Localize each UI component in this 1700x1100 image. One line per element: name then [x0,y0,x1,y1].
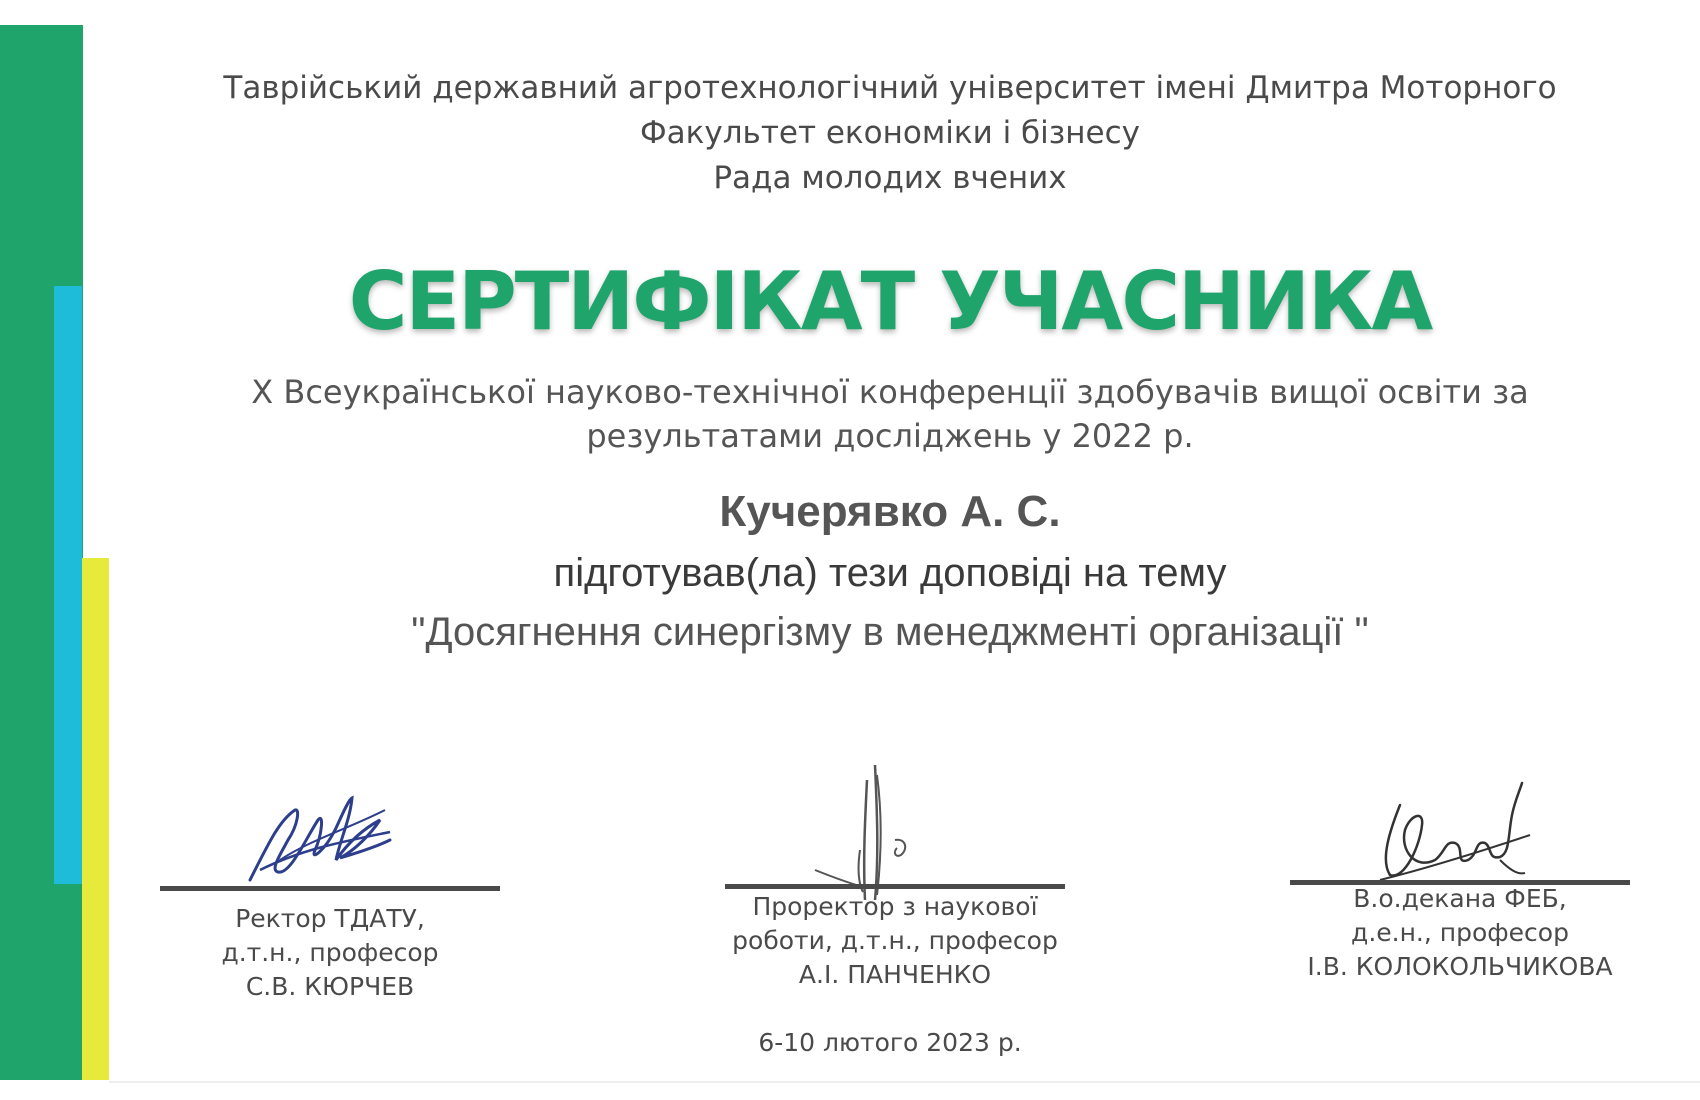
signatory-name: І.В. КОЛОКОЛЬЧИКОВА [1307,952,1613,981]
prepared-statement: підготував(ла) тези доповіді на тему [553,551,1227,595]
decorative-cyan-bar [54,286,82,884]
decorative-yellow-bar [82,558,109,1080]
signatory-name: А.І. ПАНЧЕНКО [798,960,992,989]
handwritten-signature-icon [240,780,400,895]
signatory-position: Ректор ТДАТУ, [235,904,425,933]
conference-line-1: Х Всеукраїнської науково-технічної конференції здобувачів вищої освіти за [251,373,1529,411]
council-name: Рада молодих вчених [713,160,1067,196]
bottom-divider [109,1081,1700,1083]
signature-line [160,886,500,891]
signatory-caption [140,902,520,1004]
signatory-degree: д.т.н., професор [221,938,439,967]
signatory-caption [705,890,1085,992]
signatory-degree: роботи, д.т.н., професор [732,926,1058,955]
event-date: 6-10 лютого 2023 р. [758,1028,1022,1057]
participant-name: Кучерявко А. С. [719,487,1061,536]
certificate-header [120,66,1660,201]
signatory-position: Проректор з наукової [752,892,1038,921]
handwritten-signature-icon [1360,775,1540,890]
signature-line [725,884,1065,889]
signatory-caption [1270,882,1650,984]
conference-line-2: результатами досліджень у 2022 р. [586,417,1194,455]
signatory-name: С.В. КЮРЧЕВ [245,972,415,1001]
conference-description [150,370,1630,458]
certificate-title: СЕРТИФІКАТ УЧАСНИКА [348,255,1432,348]
signatory-degree: д.е.н., професор [1351,918,1569,947]
faculty-name: Факультет економіки і бізнесу [639,115,1140,151]
report-topic: "Досягнення синергізму в менеджменті організації " [411,610,1369,654]
university-name: Таврійський державний агротехнологічний університет імені Дмитра Моторного [223,70,1557,106]
signatory-position: В.о.декана ФЕБ, [1353,884,1567,913]
